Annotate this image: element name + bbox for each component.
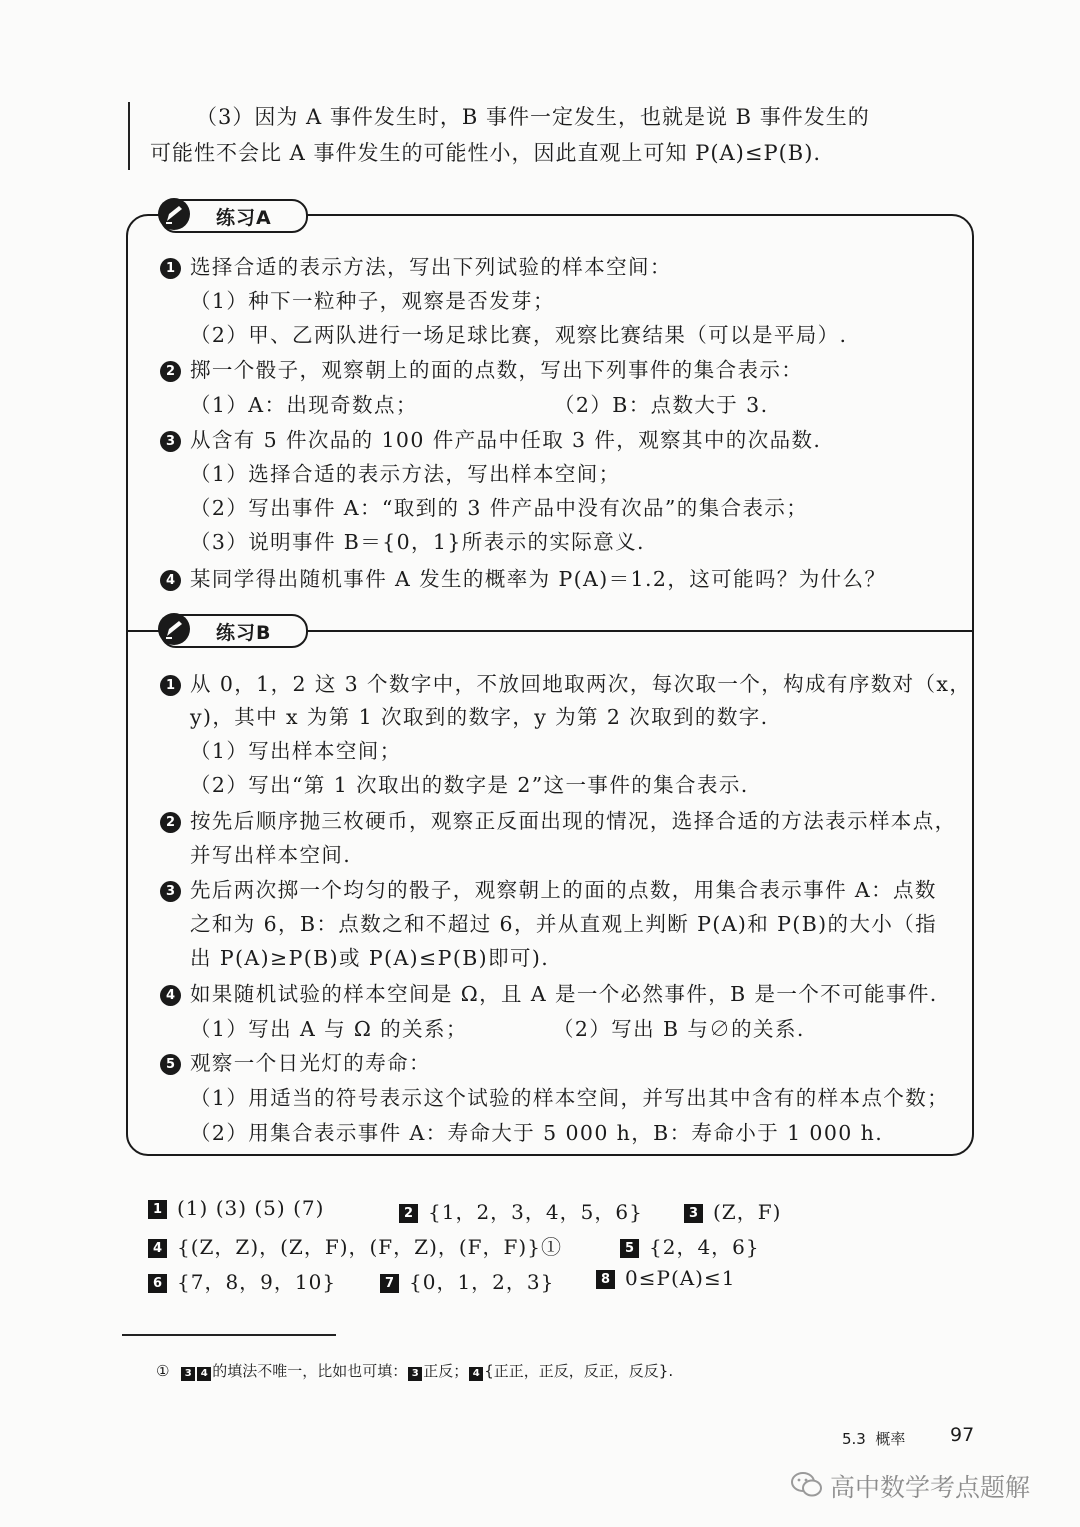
answer-number-badge: 1 bbox=[148, 1200, 167, 1219]
practice-b-q3-cont2: 出 P(A)≥P(B)或 P(A)≤P(B)即可). bbox=[190, 946, 550, 970]
watermark-text: 高中数学考点题解 bbox=[830, 1473, 1031, 1502]
answer-text: 0≤P(A)≤1 bbox=[625, 1266, 736, 1290]
answer-number-badge: 6 bbox=[148, 1274, 167, 1293]
question-text: 如果随机试验的样本空间是 Ω，且 A 是一个必然事件，B 是一个不可能事件. bbox=[190, 982, 938, 1006]
question-number-badge: 4 bbox=[160, 985, 181, 1006]
pencil-badge-icon bbox=[158, 198, 190, 230]
answer-5 bbox=[620, 1231, 760, 1260]
answer-number-badge: 5 bbox=[620, 1239, 639, 1258]
answer-number-badge: 7 bbox=[380, 1274, 399, 1293]
answer-number-badge: 2 bbox=[399, 1204, 418, 1223]
answer-number-badge: 3 bbox=[684, 1204, 703, 1223]
footnote-text: 的填法不唯一，比如也可填： bbox=[212, 1362, 408, 1380]
practice-b-q1-sub2: （2）写出“第 1 次取出的数字是 2”这一事件的集合表示. bbox=[190, 773, 749, 797]
question-number-badge: 1 bbox=[160, 258, 181, 279]
practice-a-q3-sub3: （3）说明事件 B＝{0，1}所表示的实际意义. bbox=[190, 530, 645, 554]
practice-a-q4 bbox=[160, 562, 886, 592]
practice-b-q5 bbox=[160, 1046, 431, 1076]
answer-4 bbox=[148, 1231, 562, 1260]
question-text: 按先后顺序抛三枚硬币，观察正反面出现的情况，选择合适的方法表示样本点， bbox=[190, 809, 957, 833]
footnote-badge: 4 bbox=[197, 1367, 211, 1381]
practice-b-q3 bbox=[160, 873, 937, 903]
practice-a-q2-sub1: （1）A：出现奇数点； bbox=[190, 393, 418, 417]
answer-text: {2，4，6} bbox=[649, 1235, 760, 1259]
answer-text: {1，2，3，4，5，6} bbox=[428, 1200, 643, 1224]
practice-a-title: 练习A bbox=[216, 207, 272, 229]
question-number-badge: 2 bbox=[160, 361, 181, 382]
margin-bar bbox=[128, 102, 130, 170]
practice-a-q3-sub2: （2）写出事件 A：“取到的 3 件产品中没有次品”的集合表示； bbox=[190, 496, 809, 520]
practice-b-q4-sub2: （2）写出 B 与∅的关系. bbox=[553, 1017, 805, 1041]
answer-1 bbox=[148, 1196, 324, 1220]
question-number-badge: 3 bbox=[160, 431, 181, 452]
practice-b-q2-cont: 并写出样本空间. bbox=[190, 843, 352, 867]
page-number: 97 bbox=[950, 1424, 975, 1446]
practice-a-q1-sub2: （2）甲、乙两队进行一场足球比赛，观察比赛结果（可以是平局）. bbox=[190, 323, 848, 347]
practice-b-q5-sub1: （1）用适当的符号表示这个试验的样本空间，并写出其中含有的样本点个数； bbox=[190, 1086, 950, 1110]
question-text: 某同学得出随机事件 A 发生的概率为 P(A)＝1.2，这可能吗？为什么？ bbox=[190, 567, 887, 591]
question-text: 从含有 5 件次品的 100 件产品中任取 3 件，观察其中的次品数. bbox=[190, 428, 822, 452]
question-text: 选择合适的表示方法，写出下列试验的样本空间： bbox=[190, 255, 672, 279]
practice-b-q4-sub1: （1）写出 A 与 Ω 的关系； bbox=[190, 1017, 468, 1041]
pencil-badge-icon bbox=[158, 613, 190, 645]
intro-line-2: 可能性不会比 A 事件发生的可能性小，因此直观上可知 P(A)≤P(B). bbox=[150, 141, 822, 165]
practice-a-q1 bbox=[160, 250, 672, 280]
answer-text: (Z，F) bbox=[713, 1200, 782, 1224]
section-label: 5.3 概率 bbox=[842, 1430, 906, 1448]
footnote-mark: ① bbox=[156, 1362, 170, 1380]
question-text: 观察一个日光灯的寿命： bbox=[190, 1051, 431, 1075]
question-number-badge: 5 bbox=[160, 1054, 181, 1075]
practice-a-q3-sub1: （1）选择合适的表示方法，写出样本空间； bbox=[190, 462, 621, 486]
practice-b-q2 bbox=[160, 804, 957, 834]
question-text: 先后两次掷一个均匀的骰子，观察朝上的面的点数，用集合表示事件 A：点数 bbox=[190, 878, 937, 902]
question-number-badge: 2 bbox=[160, 812, 181, 833]
answer-2 bbox=[399, 1196, 643, 1225]
answer-text: {(Z，Z)，(Z，F)，(F，Z)，(F，F)}① bbox=[177, 1235, 562, 1259]
practice-b-q5-sub2: （2）用集合表示事件 A：寿命大于 5 000 h，B：寿命小于 1 000 h. bbox=[190, 1121, 884, 1145]
question-number-badge: 4 bbox=[160, 570, 181, 591]
question-number-badge: 1 bbox=[160, 675, 181, 696]
answer-text: {0，1，2，3} bbox=[409, 1270, 555, 1294]
practice-b-q1-sub1: （1）写出样本空间； bbox=[190, 739, 402, 763]
practice-a-q1-sub1: （1）种下一粒种子，观察是否发芽； bbox=[190, 289, 555, 313]
question-number-badge: 3 bbox=[160, 881, 181, 902]
intro-line-1: （3）因为 A 事件发生时，B 事件一定发生，也就是说 B 事件发生的 bbox=[196, 105, 870, 129]
footnote-badge: 3 bbox=[181, 1367, 195, 1381]
answer-text: (1) (3) (5) (7) bbox=[177, 1196, 325, 1220]
footnote-badge: 4 bbox=[469, 1367, 483, 1381]
practice-b-q1-cont: y)，其中 x 为第 1 次取到的数字，y 为第 2 次取到的数字. bbox=[190, 705, 769, 729]
answer-8 bbox=[596, 1266, 735, 1290]
answer-number-badge: 4 bbox=[148, 1239, 167, 1258]
practice-a-q3 bbox=[160, 423, 821, 453]
practice-b-q3-cont1: 之和为 6，B：点数之和不超过 6，并从直观上判断 P(A)和 P(B)的大小（指 bbox=[190, 912, 938, 936]
answer-text: {7，8，9，10} bbox=[177, 1270, 337, 1294]
practice-a-q2-sub2: （2）B：点数大于 3. bbox=[554, 393, 769, 417]
answer-number-badge: 8 bbox=[596, 1270, 615, 1289]
footnote-text: {正正，正反，反正，反反}. bbox=[484, 1362, 674, 1380]
question-text: 从 0，1，2 这 3 个数字中，不放回地取两次，每次取一个，构成有序数对（x， bbox=[190, 672, 972, 696]
practice-b-q4 bbox=[160, 977, 938, 1007]
practice-b-q1 bbox=[160, 667, 971, 697]
answer-6 bbox=[148, 1266, 336, 1295]
answer-7 bbox=[380, 1266, 554, 1295]
footnote bbox=[156, 1360, 673, 1381]
footnote-rule bbox=[122, 1334, 336, 1336]
answer-3 bbox=[684, 1196, 781, 1225]
footnote-badge: 3 bbox=[408, 1367, 422, 1381]
wechat-icon bbox=[790, 1470, 824, 1504]
footnote-text: 正反； bbox=[423, 1362, 469, 1380]
practice-b-title: 练习B bbox=[216, 622, 272, 644]
question-text: 掷一个骰子，观察朝上的面的点数，写出下列事件的集合表示： bbox=[190, 358, 804, 382]
practice-a-q2 bbox=[160, 353, 803, 383]
